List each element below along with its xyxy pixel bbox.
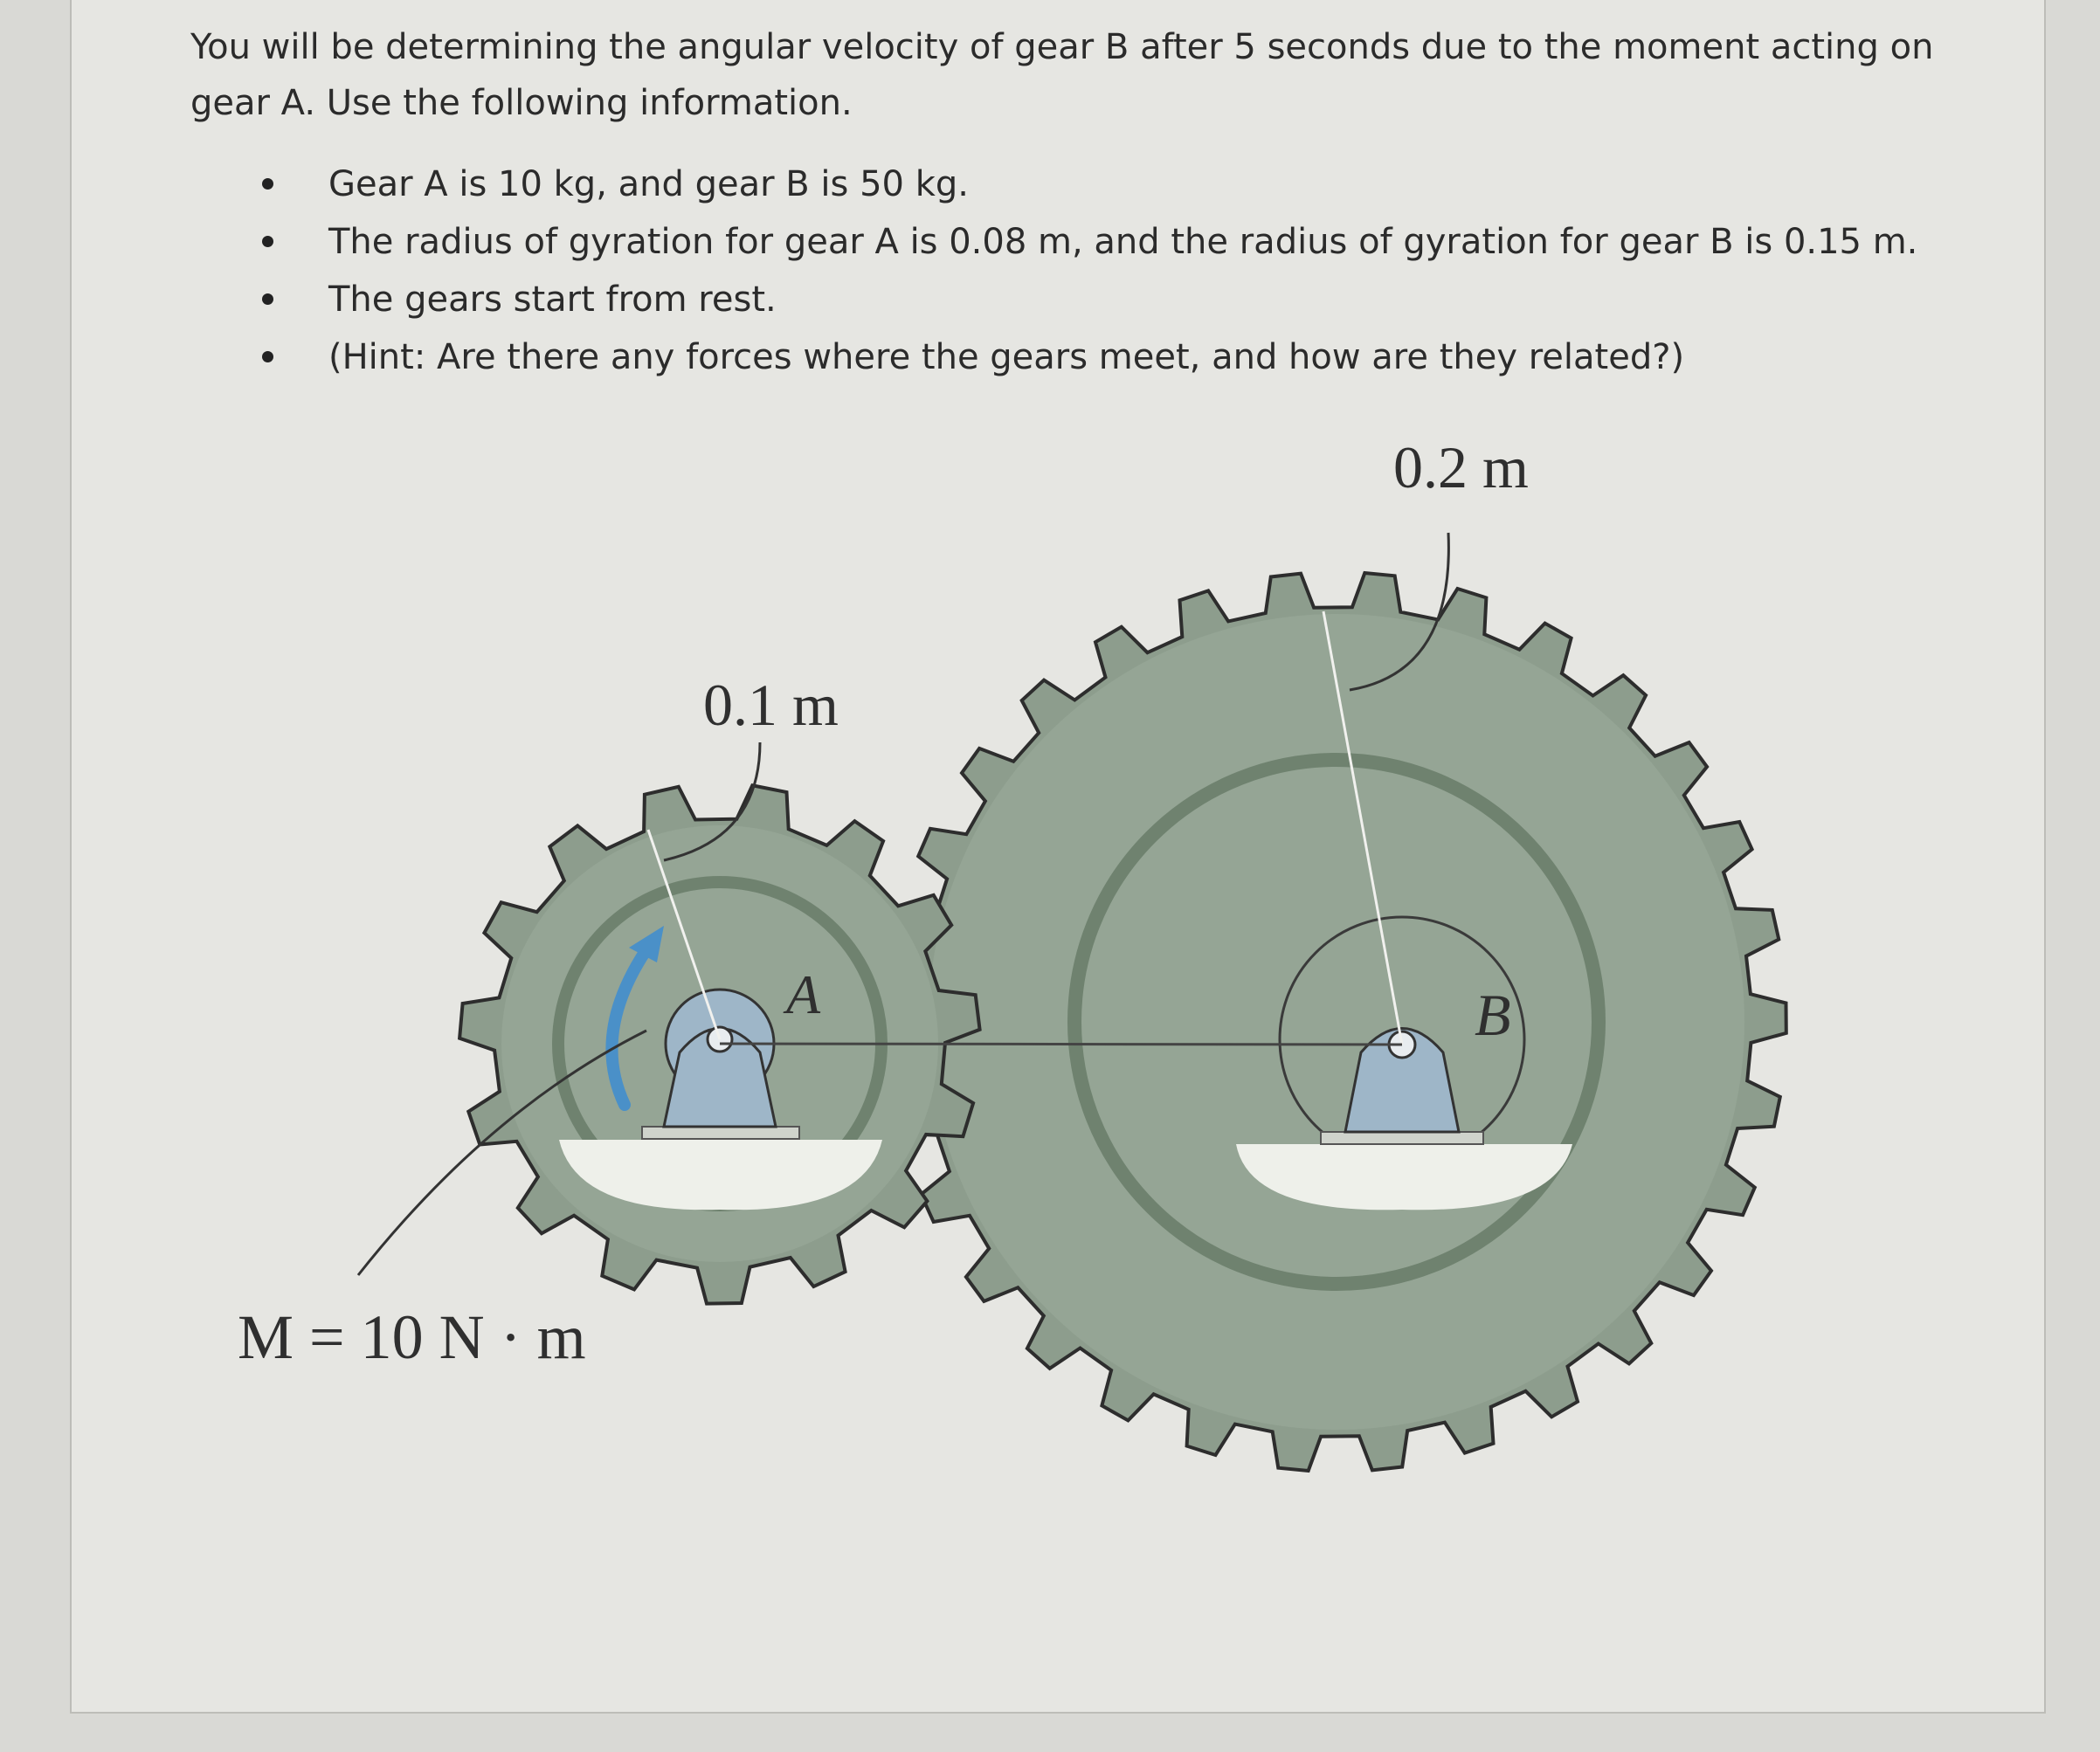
gear-a-label: A (786, 963, 821, 1025)
radius-b-dimension: 0.2 m (1393, 434, 1529, 500)
list-item: The gears start from rest. (253, 271, 1983, 328)
list-item: Gear A is 10 kg, and gear B is 50 kg. (253, 155, 1983, 213)
gear-a-base-plate (642, 1127, 799, 1139)
problem-statement: You will be determining the angular velocity of gear B after 5 seconds due to the moment acting on gear A. Use the following information. (190, 27, 1934, 123)
gear-b-label: B (1475, 982, 1511, 1048)
list-item: The radius of gyration for gear A is 0.08 m, and the radius of gyration for gear B is 0.15 m. (253, 213, 1983, 271)
gearB-body (929, 614, 1744, 1430)
gear-b-base-plate (1321, 1132, 1483, 1144)
list-item: (Hint: Are there any forces where the gears meet, and how are they related?) (253, 328, 1983, 386)
radius-a-dimension: 0.1 m (703, 672, 839, 738)
gear-b (887, 573, 1786, 1471)
center-line (720, 1044, 1402, 1045)
moment-label: M = 10 N · m (238, 1302, 586, 1372)
